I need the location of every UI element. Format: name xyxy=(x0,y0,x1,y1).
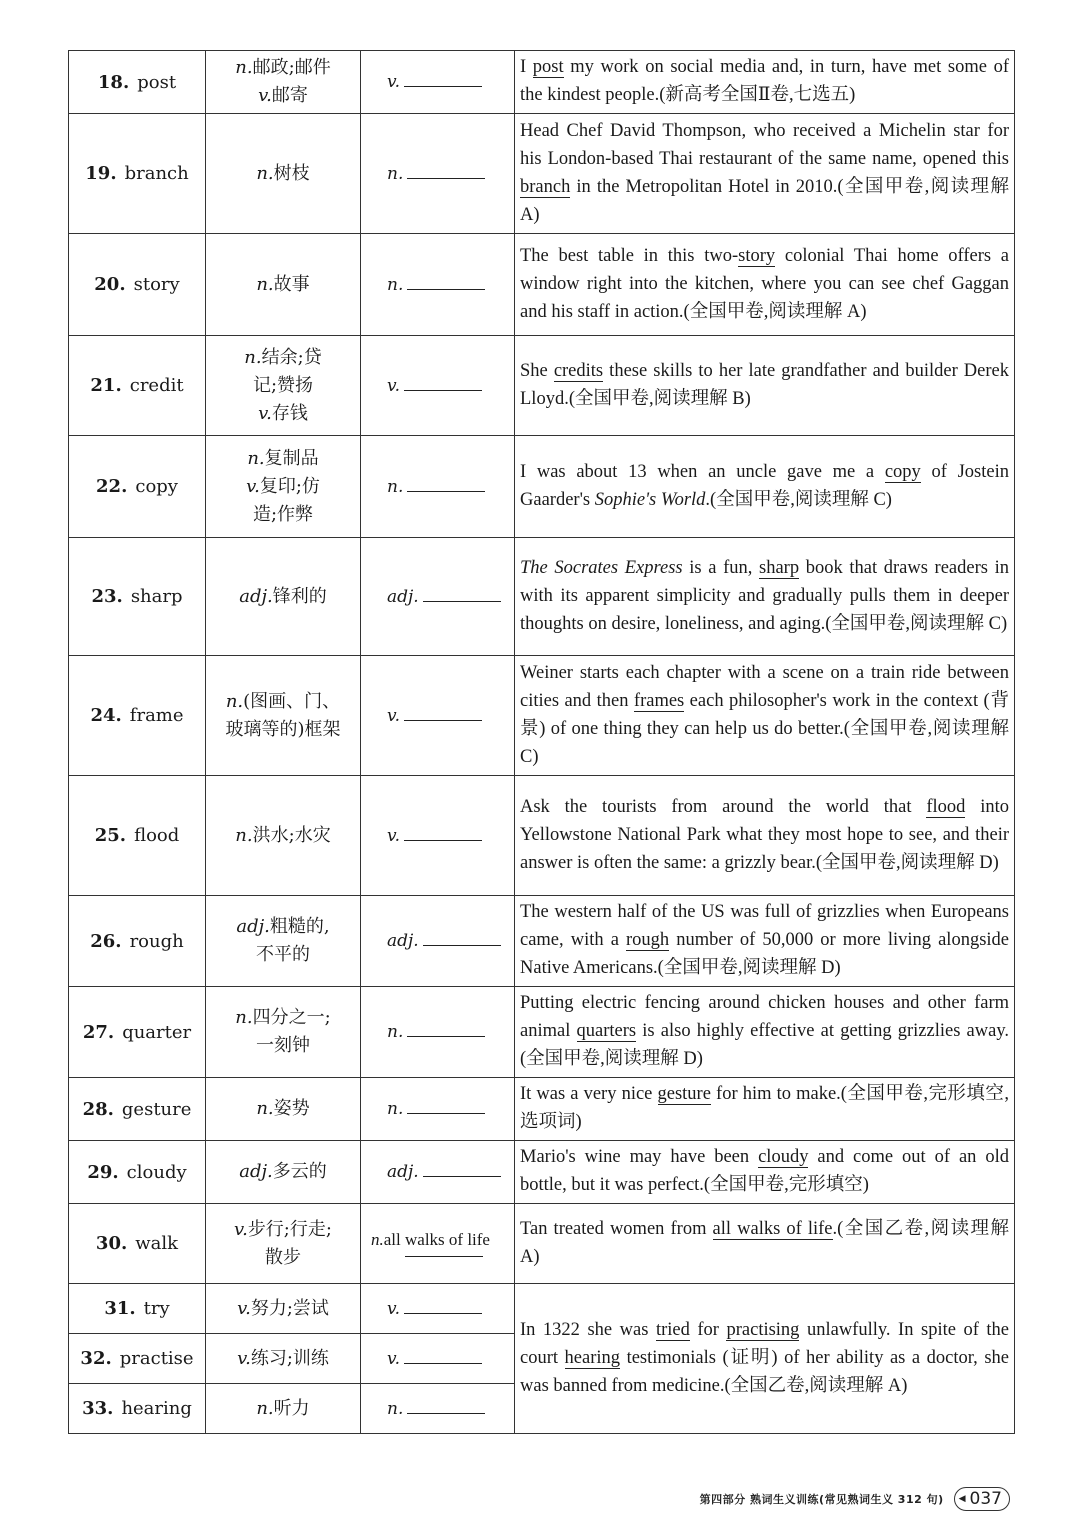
familiar-meaning-cell xyxy=(206,336,361,436)
answer-part-of-speech: v. xyxy=(387,705,400,726)
sentence-text: and come out of an old bottle, but it was perfect.(全国甲卷,完形填空) xyxy=(520,1147,1009,1195)
item-number: 28. xyxy=(82,1098,114,1120)
meaning-line xyxy=(206,82,360,110)
sentence-text: testimonials (证明) of her ability as a doctor, she was banned from medicine.(全国乙卷,阅读理解 A) xyxy=(520,1347,1009,1396)
meaning-line xyxy=(206,1158,360,1186)
answer-part-of-speech: v. xyxy=(387,825,400,846)
meaning-line xyxy=(206,473,360,501)
example-sentence-cell xyxy=(515,234,1015,336)
meaning-text: 存钱 xyxy=(271,402,308,424)
example-sentence-cell xyxy=(515,776,1015,896)
headword: quarter xyxy=(122,1021,192,1043)
new-meaning-answer-cell xyxy=(361,1284,515,1334)
sentence-text: .(全国甲卷,阅读理解 C) xyxy=(705,489,892,510)
meaning-text: 玻璃等的)框架 xyxy=(225,718,341,740)
part-of-speech: n. xyxy=(235,824,253,846)
meaning-line xyxy=(206,160,360,188)
part-of-speech: n. xyxy=(256,162,274,184)
example-sentence-cell xyxy=(515,987,1015,1078)
part-of-speech: adj. xyxy=(239,1161,273,1182)
table-row xyxy=(69,656,1015,776)
sentence-text: book that draws readers in with its apparent simplicity and gradually pulls them in deeper thoughts on desire, loneliness, and aging.(全国甲卷,阅读理解 C) xyxy=(520,557,1009,634)
sentence-text: Putting electric fencing around chicken houses and other farm animal xyxy=(520,993,1009,1041)
familiar-meaning-cell xyxy=(206,1334,361,1384)
sentence-text: of Jostein Gaarder's xyxy=(520,461,1009,510)
table-row xyxy=(69,336,1015,436)
answer-blank[interactable] xyxy=(423,1164,501,1177)
vocab-table xyxy=(68,50,1015,1434)
new-meaning-answer-cell xyxy=(361,1141,515,1204)
headword: rough xyxy=(129,930,184,952)
meaning-text: 洪水;水灾 xyxy=(252,824,331,846)
underlined-word: story xyxy=(738,245,776,266)
headword: flood xyxy=(134,825,180,846)
item-number: 22. xyxy=(96,476,128,497)
part-of-speech: v. xyxy=(246,475,260,497)
sentence-text: these skills to her late grandfather and builder Derek Lloyd.(全国甲卷,阅读理解 B) xyxy=(520,360,1010,409)
word-cell xyxy=(69,1384,206,1434)
table-row xyxy=(69,51,1015,114)
meaning-line xyxy=(206,400,360,428)
meaning-line xyxy=(206,501,360,529)
table-row xyxy=(69,538,1015,656)
familiar-meaning-cell xyxy=(206,1141,361,1204)
part-of-speech: v. xyxy=(258,402,272,424)
word-cell xyxy=(69,51,206,114)
meaning-line xyxy=(206,54,360,82)
headword: sharp xyxy=(130,586,183,607)
part-of-speech: v. xyxy=(237,1297,251,1319)
answer-part-of-speech: v. xyxy=(387,72,400,92)
meaning-line xyxy=(206,913,360,941)
meaning-line xyxy=(206,688,360,716)
answer-blank[interactable] xyxy=(407,1024,485,1037)
answer-blank[interactable] xyxy=(404,1351,482,1364)
answer-blank[interactable] xyxy=(407,166,485,179)
answer-blank[interactable] xyxy=(405,1250,483,1257)
table-row xyxy=(69,234,1015,336)
answer-blank[interactable] xyxy=(407,1101,485,1114)
answer-part-of-speech: v. xyxy=(387,1348,400,1369)
page-number-badge xyxy=(954,1487,1010,1511)
underlined-word: branch xyxy=(520,176,571,197)
headword: walk xyxy=(135,1233,179,1254)
meaning-text: 复印;仿 xyxy=(259,475,320,497)
underlined-word: practising xyxy=(726,1319,800,1340)
familiar-meaning-cell xyxy=(206,987,361,1078)
meaning-text: 粗糙的, xyxy=(269,916,330,937)
word-cell xyxy=(69,436,206,538)
meaning-text: 练习;训练 xyxy=(250,1347,329,1369)
new-meaning-answer-cell xyxy=(361,896,515,987)
word-cell xyxy=(69,987,206,1078)
familiar-meaning-cell xyxy=(206,538,361,656)
item-number: 19. xyxy=(85,163,117,184)
example-sentence-cell xyxy=(515,336,1015,436)
word-cell xyxy=(69,114,206,234)
new-meaning-answer-cell xyxy=(361,538,515,656)
page-number: 037 xyxy=(969,1489,1002,1509)
part-of-speech: n. xyxy=(247,447,265,469)
item-number: 20. xyxy=(94,274,126,295)
underlined-word: rough xyxy=(625,930,670,950)
meaning-line xyxy=(206,822,360,850)
familiar-meaning-cell xyxy=(206,114,361,234)
meaning-line xyxy=(206,941,360,969)
part-of-speech: n. xyxy=(225,690,244,712)
answer-part-of-speech: n. xyxy=(387,274,404,295)
part-of-speech: n. xyxy=(235,1007,253,1028)
sentence-text: Ask the tourists from around the world that xyxy=(520,796,927,817)
example-sentence-cell xyxy=(515,51,1015,114)
sentence-text: Tan treated women from xyxy=(520,1218,713,1239)
meaning-text: 四分之一; xyxy=(252,1007,331,1028)
item-number: 26. xyxy=(90,930,122,952)
new-meaning-answer-cell xyxy=(361,1204,515,1284)
answer-blank[interactable] xyxy=(404,708,482,721)
sentence-text: I was about 13 when an uncle gave me a xyxy=(520,461,885,482)
item-number: 25. xyxy=(94,825,127,846)
headword: branch xyxy=(124,163,189,184)
table-row xyxy=(69,1284,1015,1334)
item-number: 21. xyxy=(90,375,122,396)
sentence-text: is also highly effective at getting grizzlies away.(全国甲卷,阅读理解 D) xyxy=(520,1021,1010,1069)
sentence-text: for xyxy=(689,1319,727,1340)
meaning-text: 邮政;邮件 xyxy=(252,57,331,78)
part-of-speech: n. xyxy=(256,273,274,295)
answer-blank[interactable] xyxy=(407,277,485,290)
familiar-meaning-cell xyxy=(206,436,361,538)
underlined-word: credits xyxy=(553,360,604,381)
answer-part-of-speech: adj. xyxy=(387,1162,419,1182)
sentence-text: in the Metropolitan Hotel in 2010.(全国甲卷,阅读理解 A) xyxy=(520,176,1009,225)
answer-blank[interactable] xyxy=(404,378,482,391)
new-meaning-answer-cell xyxy=(361,436,515,538)
meaning-text: 散步 xyxy=(265,1246,301,1268)
meaning-line xyxy=(206,271,360,299)
familiar-meaning-cell xyxy=(206,896,361,987)
familiar-meaning-cell xyxy=(206,1284,361,1334)
item-number: 24. xyxy=(90,705,122,726)
headword: cloudy xyxy=(126,1161,187,1183)
sentence-text: number of 50,000 or more living alongside Native Americans.(全国甲卷,阅读理解 D) xyxy=(520,930,1009,978)
word-cell xyxy=(69,234,206,336)
underlined-word: quarters xyxy=(576,1021,637,1041)
word-cell xyxy=(69,1078,206,1141)
new-meaning-answer-cell xyxy=(361,1334,515,1384)
underlined-word: gesture xyxy=(657,1084,711,1104)
sentence-text: is a fun, xyxy=(682,557,760,578)
table-row xyxy=(69,896,1015,987)
familiar-meaning-cell xyxy=(206,1204,361,1284)
answer-part-of-speech: n. xyxy=(371,1230,384,1249)
italic-title: Sophie's World xyxy=(594,489,706,510)
answer-blank[interactable] xyxy=(423,589,501,602)
example-sentence-cell xyxy=(515,538,1015,656)
sentence-text: In 1322 she was xyxy=(520,1319,656,1340)
italic-title: The Socrates Express xyxy=(520,557,683,578)
meaning-line xyxy=(206,344,360,372)
part-of-speech: v. xyxy=(237,1347,251,1369)
meaning-line xyxy=(206,716,360,744)
familiar-meaning-cell xyxy=(206,776,361,896)
part-of-speech: n. xyxy=(235,57,253,78)
meaning-line xyxy=(206,1095,360,1123)
underlined-word: tried xyxy=(655,1319,690,1340)
sentence-text: colonial Thai home offers a window right into the kitchen, where you can see chef Gaggan and his staff in action.(全国甲卷,阅读理解 A) xyxy=(520,245,1010,322)
meaning-line xyxy=(206,372,360,400)
answer-text: all walks of life xyxy=(383,1230,490,1249)
meaning-line xyxy=(206,1295,360,1323)
meaning-line xyxy=(206,1395,360,1423)
answer-part-of-speech: n. xyxy=(387,1099,404,1119)
word-cell xyxy=(69,656,206,776)
answer-blank[interactable] xyxy=(407,479,485,492)
meaning-text: 多云的 xyxy=(272,1161,327,1182)
underlined-word: hearing xyxy=(564,1347,621,1368)
sentence-text: Mario's wine may have been xyxy=(520,1147,759,1167)
part-of-speech: n. xyxy=(256,1098,274,1119)
item-number: 30. xyxy=(95,1233,128,1254)
underlined-word: flood xyxy=(926,796,966,817)
new-meaning-answer-cell xyxy=(361,1078,515,1141)
meaning-line xyxy=(206,445,360,473)
word-cell xyxy=(69,1204,206,1284)
example-sentence-cell xyxy=(515,436,1015,538)
part-of-speech: adj. xyxy=(236,916,270,937)
meaning-line xyxy=(206,1244,360,1272)
sentence-text: each philosopher's work in the context (背景) of one thing they can help us do better.(全国甲卷,阅读理解 C) xyxy=(520,690,1009,767)
meaning-text: 复制品 xyxy=(264,447,319,469)
meaning-text: 步行;行走; xyxy=(247,1218,332,1240)
answer-part-of-speech: n. xyxy=(387,1022,404,1042)
part-of-speech: v. xyxy=(234,1218,248,1240)
headword: practise xyxy=(119,1348,194,1369)
new-meaning-answer-cell xyxy=(361,1384,515,1434)
sentence-text: unlawfully. In spite of the court xyxy=(520,1319,1009,1368)
meaning-line xyxy=(206,1345,360,1373)
underlined-word: sharp xyxy=(759,557,800,578)
answer-part-of-speech: adj. xyxy=(387,931,419,951)
answer-part-of-speech: adj. xyxy=(387,586,419,607)
meaning-text: 锋利的 xyxy=(272,585,327,607)
answer-blank[interactable] xyxy=(404,828,482,841)
underlined-word: post xyxy=(532,57,564,77)
word-cell xyxy=(69,1284,206,1334)
underlined-word: all walks of life xyxy=(712,1218,833,1239)
example-sentence-cell xyxy=(515,656,1015,776)
new-meaning-answer-cell xyxy=(361,987,515,1078)
sentence-text: I xyxy=(520,57,533,77)
sentence-text: .(全国乙卷,阅读理解 A) xyxy=(520,1218,1009,1267)
example-sentence-cell xyxy=(515,114,1015,234)
table-row xyxy=(69,776,1015,896)
meaning-text: 树枝 xyxy=(273,162,310,184)
part-of-speech: adj. xyxy=(239,585,273,607)
meaning-text: 努力;尝试 xyxy=(250,1297,329,1319)
meaning-text: 记;赞扬 xyxy=(252,374,314,396)
familiar-meaning-cell xyxy=(206,1078,361,1141)
meaning-line xyxy=(206,1004,360,1032)
word-cell xyxy=(69,538,206,656)
item-number: 33. xyxy=(82,1398,114,1419)
table-row xyxy=(69,436,1015,538)
underlined-word: copy xyxy=(884,461,921,482)
sentence-text: It was a very nice xyxy=(520,1084,658,1104)
headword: try xyxy=(143,1298,170,1319)
footer-section-title: 第四部分 熟词生义训练(常见熟词生义 312 句) xyxy=(699,1493,944,1506)
headword: credit xyxy=(129,375,184,396)
part-of-speech: v. xyxy=(258,85,272,106)
familiar-meaning-cell xyxy=(206,51,361,114)
item-number: 23. xyxy=(91,586,123,607)
meaning-text: 不平的 xyxy=(256,944,310,965)
new-meaning-answer-cell xyxy=(361,51,515,114)
answer-part-of-speech: n. xyxy=(387,163,404,184)
sentence-text: She xyxy=(520,360,554,381)
table-row xyxy=(69,987,1015,1078)
new-meaning-answer-cell xyxy=(361,114,515,234)
meaning-text: 邮寄 xyxy=(271,85,308,106)
table-row xyxy=(69,1204,1015,1284)
new-meaning-answer-cell xyxy=(361,656,515,776)
word-cell xyxy=(69,896,206,987)
answer-part-of-speech: v. xyxy=(387,1298,400,1319)
item-number: 31. xyxy=(104,1298,136,1319)
triangle-left-icon: ◀ xyxy=(958,1494,966,1504)
meaning-text: 结余;贷 xyxy=(261,346,322,368)
word-cell xyxy=(69,1334,206,1384)
sentence-text: into Yellowstone National Park what they most hope to see, and their answer is often the same: a grizzly bear.(全国甲卷,阅读理解 D) xyxy=(520,796,1009,873)
meaning-text: (图画、门、 xyxy=(243,690,341,712)
item-number: 29. xyxy=(87,1161,119,1183)
word-cell xyxy=(69,1141,206,1204)
table-row xyxy=(69,114,1015,234)
sentence-text: Weiner starts each chapter with a scene on a train ride between cities and then xyxy=(520,662,1009,711)
underlined-word: frames xyxy=(633,690,685,711)
answer-part-of-speech: n. xyxy=(387,476,404,497)
sentence-text: for him to make.(全国甲卷,完形填空,选项词) xyxy=(520,1084,1010,1132)
new-meaning-answer-cell xyxy=(361,776,515,896)
headword: post xyxy=(137,71,177,93)
headword: copy xyxy=(135,476,178,497)
example-sentence-cell xyxy=(515,896,1015,987)
familiar-meaning-cell xyxy=(206,1384,361,1434)
meaning-line xyxy=(206,1216,360,1244)
example-sentence-cell xyxy=(515,1141,1015,1204)
answer-part-of-speech: n. xyxy=(387,1398,404,1419)
familiar-meaning-cell xyxy=(206,234,361,336)
answer-blank[interactable] xyxy=(404,74,482,87)
sentence-text: The western half of the US was full of grizzlies when Europeans came, with a xyxy=(520,902,1009,950)
sentence-text: Head Chef David Thompson, who received a Michelin star for his London-based Thai restaurant of the same name, opened this xyxy=(520,120,1009,169)
headword: hearing xyxy=(121,1398,192,1419)
table-row xyxy=(69,1141,1015,1204)
example-sentence-cell xyxy=(515,1078,1015,1141)
answer-part-of-speech: v. xyxy=(387,375,400,396)
meaning-line xyxy=(206,1032,360,1060)
sentence-text: my work on social media and, in turn, have met some of the kindest people.(新高考全国Ⅱ卷,七选五) xyxy=(520,57,1009,105)
word-cell xyxy=(69,776,206,896)
meaning-text: 造;作弊 xyxy=(252,503,314,525)
item-number: 27. xyxy=(82,1021,115,1043)
familiar-meaning-cell xyxy=(206,656,361,776)
vocab-table-body xyxy=(69,51,1015,1434)
answer-blank[interactable] xyxy=(404,1301,482,1314)
headword: frame xyxy=(129,705,184,726)
page-footer xyxy=(700,1487,1010,1511)
part-of-speech: n. xyxy=(244,346,262,368)
new-meaning-answer-cell xyxy=(361,336,515,436)
table-row xyxy=(69,1078,1015,1141)
meaning-line xyxy=(206,583,360,611)
item-number: 18. xyxy=(97,71,130,93)
underlined-word: cloudy xyxy=(758,1147,809,1167)
new-meaning-answer-cell xyxy=(361,234,515,336)
answer-blank[interactable] xyxy=(407,1401,485,1414)
meaning-text: 故事 xyxy=(273,273,310,295)
example-sentence-cell xyxy=(515,1204,1015,1284)
meaning-text: 一刻钟 xyxy=(256,1035,310,1056)
word-cell xyxy=(69,336,206,436)
item-number: 32. xyxy=(80,1348,112,1369)
part-of-speech: n. xyxy=(256,1397,274,1419)
headword: story xyxy=(133,274,180,295)
sentence-text: The best table in this two- xyxy=(520,245,739,266)
meaning-text: 姿势 xyxy=(273,1098,310,1119)
headword: gesture xyxy=(121,1098,192,1120)
shared-example-sentence-cell xyxy=(515,1284,1015,1434)
meaning-text: 听力 xyxy=(273,1397,310,1419)
answer-blank[interactable] xyxy=(423,933,501,946)
